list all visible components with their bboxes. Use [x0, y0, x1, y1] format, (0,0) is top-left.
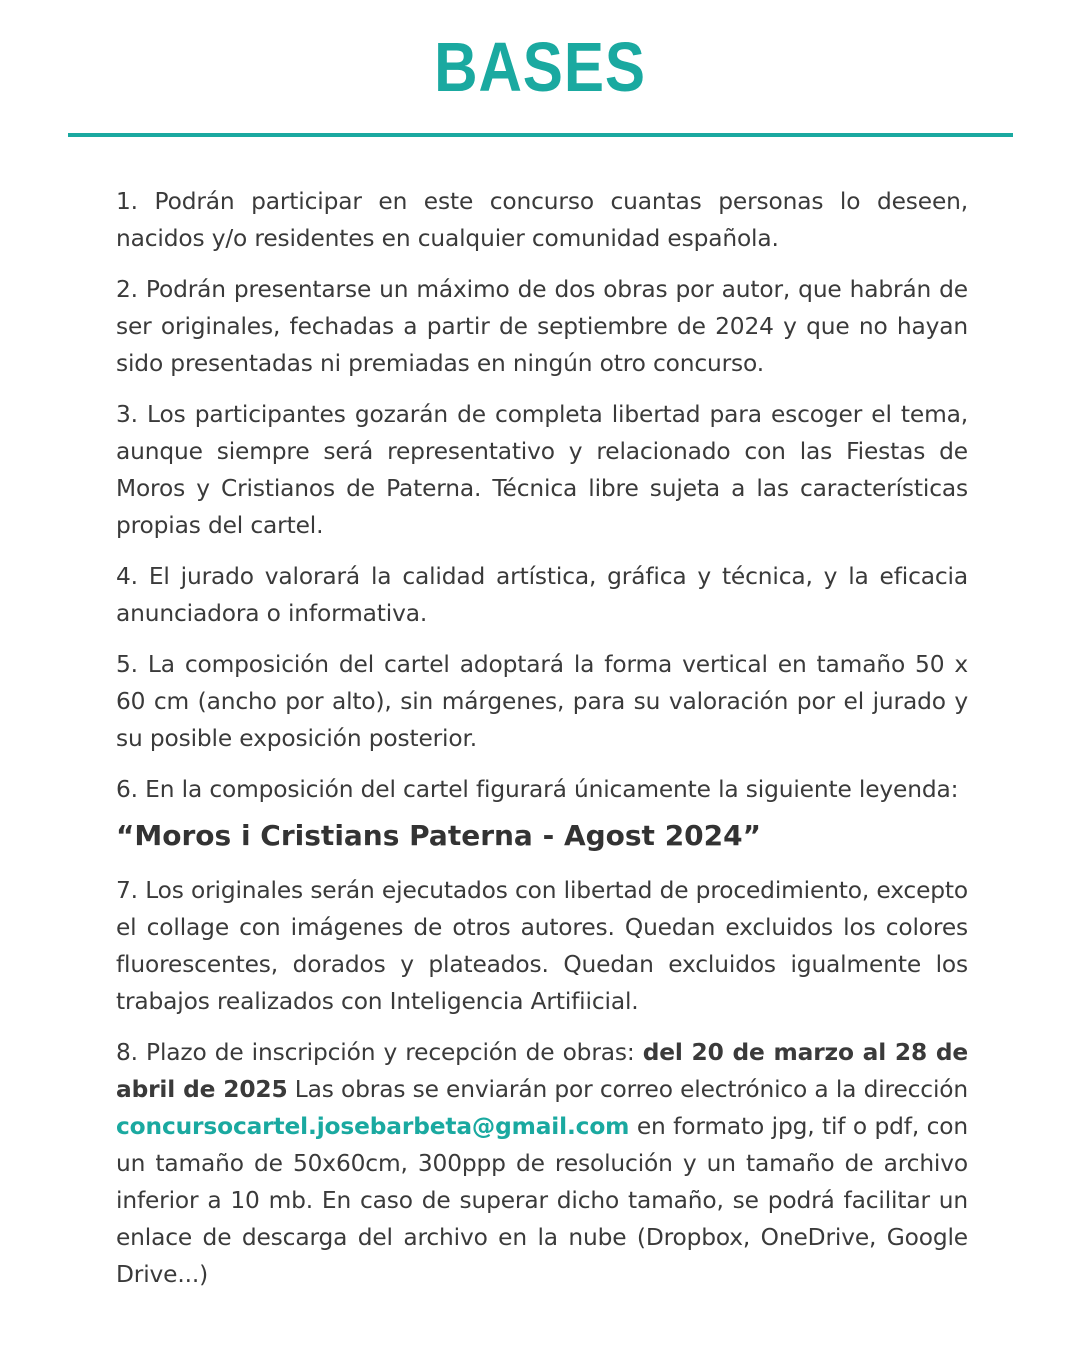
rule-8-intro: 8. Plazo de inscripción y recepción de obras:: [116, 1039, 643, 1066]
rule-8: [116, 1034, 968, 1293]
rule-6: 6. En la composición del cartel figurará únicamente la siguiente leyenda:: [116, 776, 959, 803]
rule-2: 2. Podrán presentarse un máximo de dos obras por autor, que habrán de ser originales, fechadas a partir de septiembre de 2024 y que no hayan sido presentadas ni premiadas en ningún otro concurso.: [116, 276, 968, 377]
rule-8-dates: del 20 de marzo al 28 de abril de 2025: [116, 1039, 969, 1103]
page-title: BASES: [434, 28, 646, 106]
rule-7: 7. Los originales serán ejecutados con libertad de procedimiento, excepto el collage con imágenes de otros autores. Quedan excluidos los colores fluorescentes, dorados y plateados. Quedan excluidos igualmente los trabajos realizados con Inteligencia Artifiicial.: [116, 877, 968, 1015]
title-divider: [68, 133, 1013, 137]
rule-4: 4. El jurado valorará la calidad artística, gráfica y técnica, y la eficacia anunciadora o informativa.: [116, 563, 968, 627]
rule-5: 5. La composición del cartel adoptará la forma vertical en tamaño 50 x 60 cm (ancho por alto), sin márgenes, para su valoración por el jurado y su posible exposición posterior.: [116, 651, 968, 752]
rule-8-rest: en formato jpg, tif o pdf, con un tamaño de 50x60cm, 300ppp de resolución y un tamaño de archivo inferior a 10 mb. En caso de superar dicho tamaño, se podrá facilitar un enlace de descarga del archivo en la nube (Dropbox, OneDrive, Google Drive...): [116, 1113, 968, 1288]
rule-8-mid: Las obras se enviarán por correo electrónico a la dirección: [287, 1076, 968, 1103]
rule-3: 3. Los participantes gozarán de completa libertad para escoger el tema, aunque siempre será representativo y relacionado con las Fiestas de Moros y Cristianos de Paterna. Técnica libre sujeta a las características propias del cartel.: [116, 401, 968, 539]
contact-email-link[interactable]: concursocartel.josebarbeta@gmail.com: [116, 1113, 630, 1140]
poster-slogan: “Moros i Cristians Paterna - Agost 2024”: [116, 819, 762, 852]
rule-1: 1. Podrán participar en este concurso cuantas personas lo deseen, nacidos y/o residentes en cualquier comunidad española.: [116, 188, 968, 252]
rules-list: [116, 183, 968, 1307]
